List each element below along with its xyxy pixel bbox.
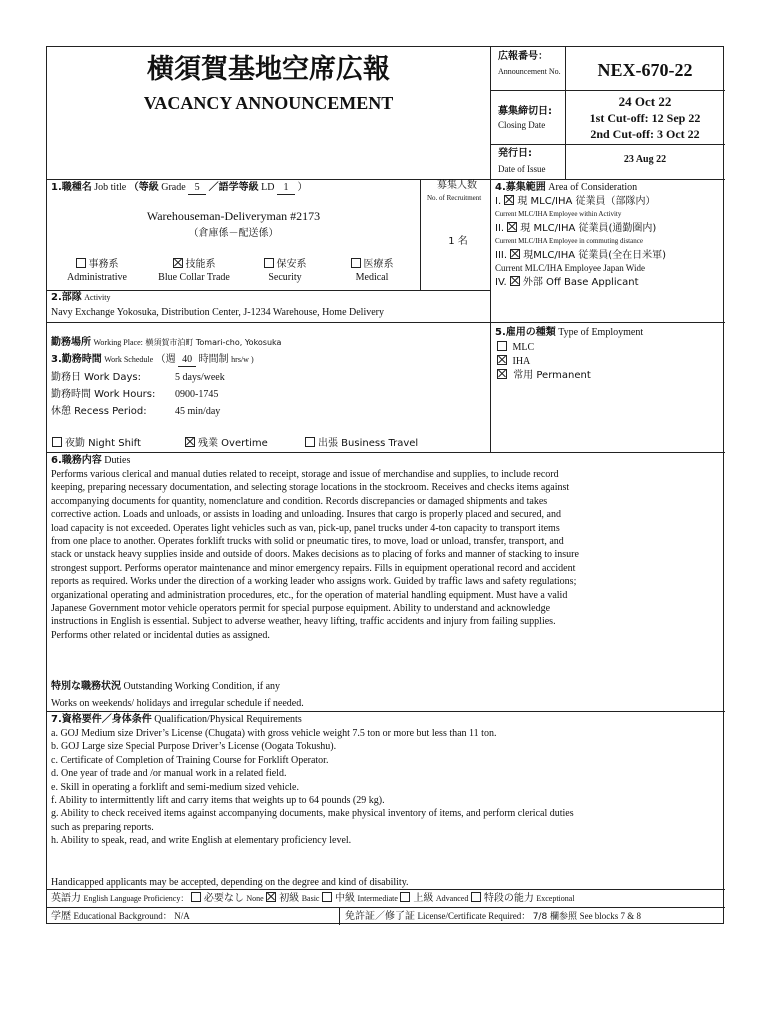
duties-line: load capacity is not exceeded. Operates light vehicles such as van, pick-up, panel trucks under 4-ton capacity to transport items (51, 522, 560, 534)
closing-date-label-en: Closing Date (498, 120, 546, 130)
workplace-value: 横須賀市泊町 Tomari-cho, Yokosuka (145, 338, 282, 347)
duties-label-jp: 6.職務内容 (51, 455, 102, 466)
announcement-no-label-en: Announcement No. (498, 67, 561, 76)
divider (490, 179, 491, 452)
english-option-en: Intermediate (357, 894, 398, 903)
category-medical (327, 258, 417, 284)
qualification-item: f. Ability to intermittently lift and carry items that weights up to 64 pounds (29 kg). (51, 795, 385, 807)
work-hours-label: 勤務時間 Work Hours: (51, 389, 156, 400)
license-value-jp: 7/8 欄参照 (532, 912, 578, 922)
category-label-en: Security (268, 272, 302, 283)
grade-value: 5 (188, 181, 206, 195)
area-list (495, 195, 723, 289)
night-shift (52, 437, 141, 450)
area-item-num: II. (495, 223, 505, 234)
duties-line: corrective action. Loads and unloads, or assists in loading and unloading. Insures that cargo is properly placed and secured, and (51, 509, 561, 521)
work-days-value: 5 days/week (175, 372, 225, 383)
english-option-jp: 上級 (413, 893, 434, 904)
duties-line: accompanying documents for quantity, nomenclature and condition. Records discrepancies or damaged shipments and takes (51, 495, 548, 507)
recruit-label-en: No. of Recruitment (427, 194, 482, 202)
business-travel-label: 出張 Business Travel (318, 438, 419, 449)
announcement-no-value: NEX-670-22 (597, 60, 693, 80)
duties-line: instructions in English is essential. Subject to adverse weather, heavy lifting, traffic accidents and injury from failing supplies. (51, 616, 556, 628)
divider (47, 179, 725, 180)
title-jp: 横須賀基地空席広報 (147, 54, 390, 85)
employment-list (497, 341, 591, 383)
duties-line: stack or unstack heavy supplies inside and outside of doors. Makes decisions as to placing of forks and manner of stacking to insure (51, 549, 579, 561)
education-value: N/A (174, 911, 190, 921)
divider (490, 322, 725, 323)
category-blue-collar (144, 258, 244, 284)
duties-label-en: Duties (104, 455, 131, 466)
qualifications-label (51, 713, 302, 726)
overtime-label: 残業 Overtime (198, 438, 268, 449)
area-item-main: 外部 Off Base Applicant (522, 277, 639, 288)
checkbox-checked (173, 258, 183, 268)
checkbox-checked (266, 892, 276, 902)
checkbox (351, 258, 361, 268)
ld-label: LD (261, 182, 275, 193)
employment-item-label: IHA (512, 356, 531, 367)
work-days-label: 勤務日 Work Days: (51, 372, 142, 383)
duties-line: strongest support. Performs operator maintenance and minor emergency repairs. Fills in equipment operational record and accident (51, 562, 576, 574)
outstanding-value: Works on weekends/ holidays and irregular schedule if needed. (51, 698, 304, 709)
night-shift-label: 夜勤 Night Shift (65, 438, 141, 449)
english-option-jp: 中級 (334, 893, 355, 904)
workplace-label-en: Working Place: (93, 338, 143, 347)
area-label-jp: 4.募集範囲 (495, 182, 546, 193)
area-item-main: 現MLC/IHA 従業員(全在日米軍) (523, 250, 667, 261)
job-title-label (51, 181, 308, 195)
grade-close: ） (297, 182, 308, 193)
checkbox (76, 258, 86, 268)
divider (47, 452, 725, 453)
issue-date-value: 23 Aug 22 (623, 154, 667, 165)
divider (420, 179, 421, 290)
recess-value: 45 min/day (175, 406, 221, 417)
grade-label: Grade (161, 182, 186, 193)
divider (490, 47, 491, 179)
checkbox (400, 892, 410, 902)
qualification-item: h. Ability to speak, read, and write English at elementary proficiency level. (51, 835, 352, 847)
license (345, 910, 641, 923)
area-label-en: Area of Consideration (548, 182, 638, 193)
duties-text (51, 468, 723, 642)
checkbox-checked (504, 195, 514, 205)
recruit-label: 募集人数 (437, 180, 477, 191)
qualifications-label-jp: 7.資格要件／身体条件 (51, 714, 152, 725)
employment-label-jp: 5.雇用の種類 (495, 327, 556, 338)
hours-suffix: 時間制 (198, 354, 229, 365)
area-item-sub: Current MLC/IHA Employee Japan Wide (495, 263, 645, 273)
activity-label-en: Activity (84, 293, 111, 302)
outstanding-label-en: Outstanding Working Condition, if any (123, 681, 281, 692)
english-option-en: Exceptional (536, 894, 575, 903)
area-item-num: III. (495, 250, 508, 261)
closing-date-value: 24 Oct 22 (618, 94, 672, 109)
checkbox (52, 437, 62, 447)
title-en: VACANCY ANNOUNCEMENT (143, 93, 394, 113)
business-travel (305, 437, 418, 450)
category-label-jp: 技能系 (185, 259, 216, 270)
education (51, 910, 190, 923)
category-label-en: Medical (355, 272, 389, 283)
issue-date-label: 発行日: (498, 148, 532, 159)
employment-label (495, 326, 643, 339)
checkbox-checked (510, 249, 520, 259)
checkbox (322, 892, 332, 902)
closing-date-label: 募集締切日: (498, 106, 552, 117)
area-item-sub: Current MLC/IHA Employee within Activity (495, 210, 622, 218)
first-cutoff: 1st Cut-off: 12 Sep 22 (589, 111, 701, 125)
checkbox (305, 437, 315, 447)
work-hours-value: 0900-1745 (175, 389, 219, 400)
recruit-value: 1 名 (448, 236, 468, 247)
education-label-en: Educational Background： (73, 911, 172, 921)
divider (47, 889, 725, 890)
duties-line: from one place to another. Operates forklift trucks with solid or pneumatic tires, to move, load or unload, transfer, transport, and (51, 536, 564, 548)
checkbox (264, 258, 274, 268)
duties-label (51, 454, 130, 467)
category-label-jp: 保安系 (276, 259, 307, 270)
area-item-num: I. (495, 196, 502, 207)
hours-value: 40 (178, 353, 196, 367)
category-security (245, 258, 325, 284)
divider (490, 144, 725, 145)
job-title-label-en: Job title (94, 182, 127, 193)
schedule-label-jp: 3.勤務時間 (51, 354, 102, 365)
duties-line: reports as required. Works under the direction of a working leader who assigns work. Guided by traffic laws and safety regulations; (51, 576, 577, 588)
education-label-jp: 学歴 (51, 911, 71, 922)
area-item-main: 現 MLC/IHA 従業員（部隊内） (517, 196, 656, 207)
area-label (495, 181, 637, 194)
english-option-jp: 必要なし (203, 893, 244, 904)
qualification-item: d. One year of trade and /or manual work in a related field. (51, 768, 287, 780)
category-administrative (52, 258, 142, 284)
employment-label-en: Type of Employment (558, 327, 644, 338)
qualification-item: such as preparing reports. (51, 821, 154, 833)
duties-line: Japanese Government motor vehicle operators permit for special purpose equipment. Ability to understand and acknowledge (51, 603, 551, 615)
checkbox-checked (507, 222, 517, 232)
area-item-sub: Current MLC/IHA Employee in commuting distance (495, 237, 643, 245)
english-proficiency (51, 892, 575, 905)
license-label-jp: 免許証／修了証 (345, 911, 415, 922)
divider (47, 322, 490, 323)
activity-label-jp: 2.部隊 (51, 292, 82, 303)
qualification-item: b. GOJ Large size Special Purpose Driver’s License (Oogata Tokushu). (51, 741, 337, 753)
divider (47, 907, 725, 908)
activity-value: Navy Exchange Yokosuka, Distribution Center, J-1234 Warehouse, Home Delivery (51, 307, 384, 318)
checkbox-checked (185, 437, 195, 447)
qualifications-list (51, 727, 723, 848)
handicapped-note: Handicapped applicants may be accepted, depending on the degree and kind of disability. (51, 877, 409, 888)
qualification-item: c. Certificate of Completion of Training Course for Forklift Operator. (51, 754, 329, 766)
divider (47, 711, 725, 712)
grade-open: （等級 (128, 182, 159, 193)
qualification-item: e. Skill in operating a forklift and semi-medium sized vehicle. (51, 781, 299, 793)
workplace-label-jp: 勤務場所 (51, 337, 91, 348)
english-option-en: Basic (301, 894, 320, 903)
announcement-no-label: 広報番号： (498, 51, 548, 62)
qualification-item: g. Ability to check received items against accompanying documents, make physical inventory of items, and perform clerical duties (51, 808, 574, 820)
employment-item-label: 常用 Permanent (513, 370, 591, 381)
hours-unit: hrs/w ) (231, 355, 254, 364)
english-option-jp: 初級 (279, 893, 300, 904)
english-option-en: None (246, 894, 264, 903)
second-cutoff: 2nd Cut-off: 3 Oct 22 (590, 127, 700, 141)
checkbox-checked (497, 355, 507, 365)
english-option-en: Advanced (435, 894, 469, 903)
employment-item-label: MLC (512, 342, 535, 353)
divider (339, 907, 340, 925)
license-value-en: See blocks 7 & 8 (579, 911, 642, 921)
ld-label-jp: ／語学等級 (208, 182, 259, 193)
job-title-label-jp: 1.職種名 (51, 182, 92, 193)
checkbox (191, 892, 201, 902)
issue-date-label-en: Date of Issue (498, 164, 546, 174)
area-item-main: 現 MLC/IHA 従業員(通勤圏内) (520, 223, 657, 234)
area-item-num: IV. (495, 277, 507, 288)
qualifications-label-en: Qualification/Physical Requirements (154, 714, 302, 725)
ld-value: 1 (277, 181, 295, 195)
outstanding-label (51, 680, 280, 693)
activity-label (51, 291, 110, 304)
english-option-jp: 特段の能力 (483, 893, 534, 904)
checkbox-checked (510, 276, 520, 286)
job-title-jp: （倉庫係－配送係） (188, 228, 279, 239)
outstanding-label-jp: 特別な職務状況 (51, 681, 121, 692)
checkbox (497, 341, 507, 351)
overtime (185, 437, 268, 450)
category-label-jp: 医療系 (363, 259, 394, 270)
vacancy-announcement-form (46, 46, 724, 924)
checkbox (471, 892, 481, 902)
duties-line: keeping, preparing necessary documentation, and selecting storage locations in the stockroom. Receives and checks items against (51, 482, 570, 494)
workplace (51, 336, 281, 349)
duties-line: organizational operating and administration procedures, etc., for the operation of material handling equipment. Must have a valid (51, 589, 568, 601)
category-label-en: Administrative (67, 272, 127, 283)
english-label-jp: 英語力 (51, 893, 81, 904)
divider (47, 290, 490, 291)
schedule-label (51, 353, 254, 367)
recess-label: 休憩 Recess Period: (51, 406, 147, 417)
job-title-value: Warehouseman-Deliveryman #2173 (146, 209, 321, 223)
schedule-label-en: Work Schedule (104, 355, 154, 364)
english-label-en: English Language Proficiency： (83, 894, 189, 903)
hours-prefix: （週 (155, 354, 176, 365)
qualification-item: a. GOJ Medium size Driver’s License (Chugata) with gross vehicle weight 7.5 ton or more but less than 11 ton. (51, 728, 497, 739)
duties-line: Performs other related or incidental duties as assigned. (51, 629, 270, 641)
checkbox-checked (497, 369, 507, 379)
divider (490, 90, 725, 91)
duties-line: Performs various clerical and manual duties related to receipt, storage and issue of merchandise and supplies, to include record (51, 469, 559, 480)
category-label-jp: 事務系 (88, 259, 119, 270)
category-label-en: Blue Collar Trade (158, 272, 230, 283)
license-label-en: License/Certificate Required： (417, 911, 531, 921)
